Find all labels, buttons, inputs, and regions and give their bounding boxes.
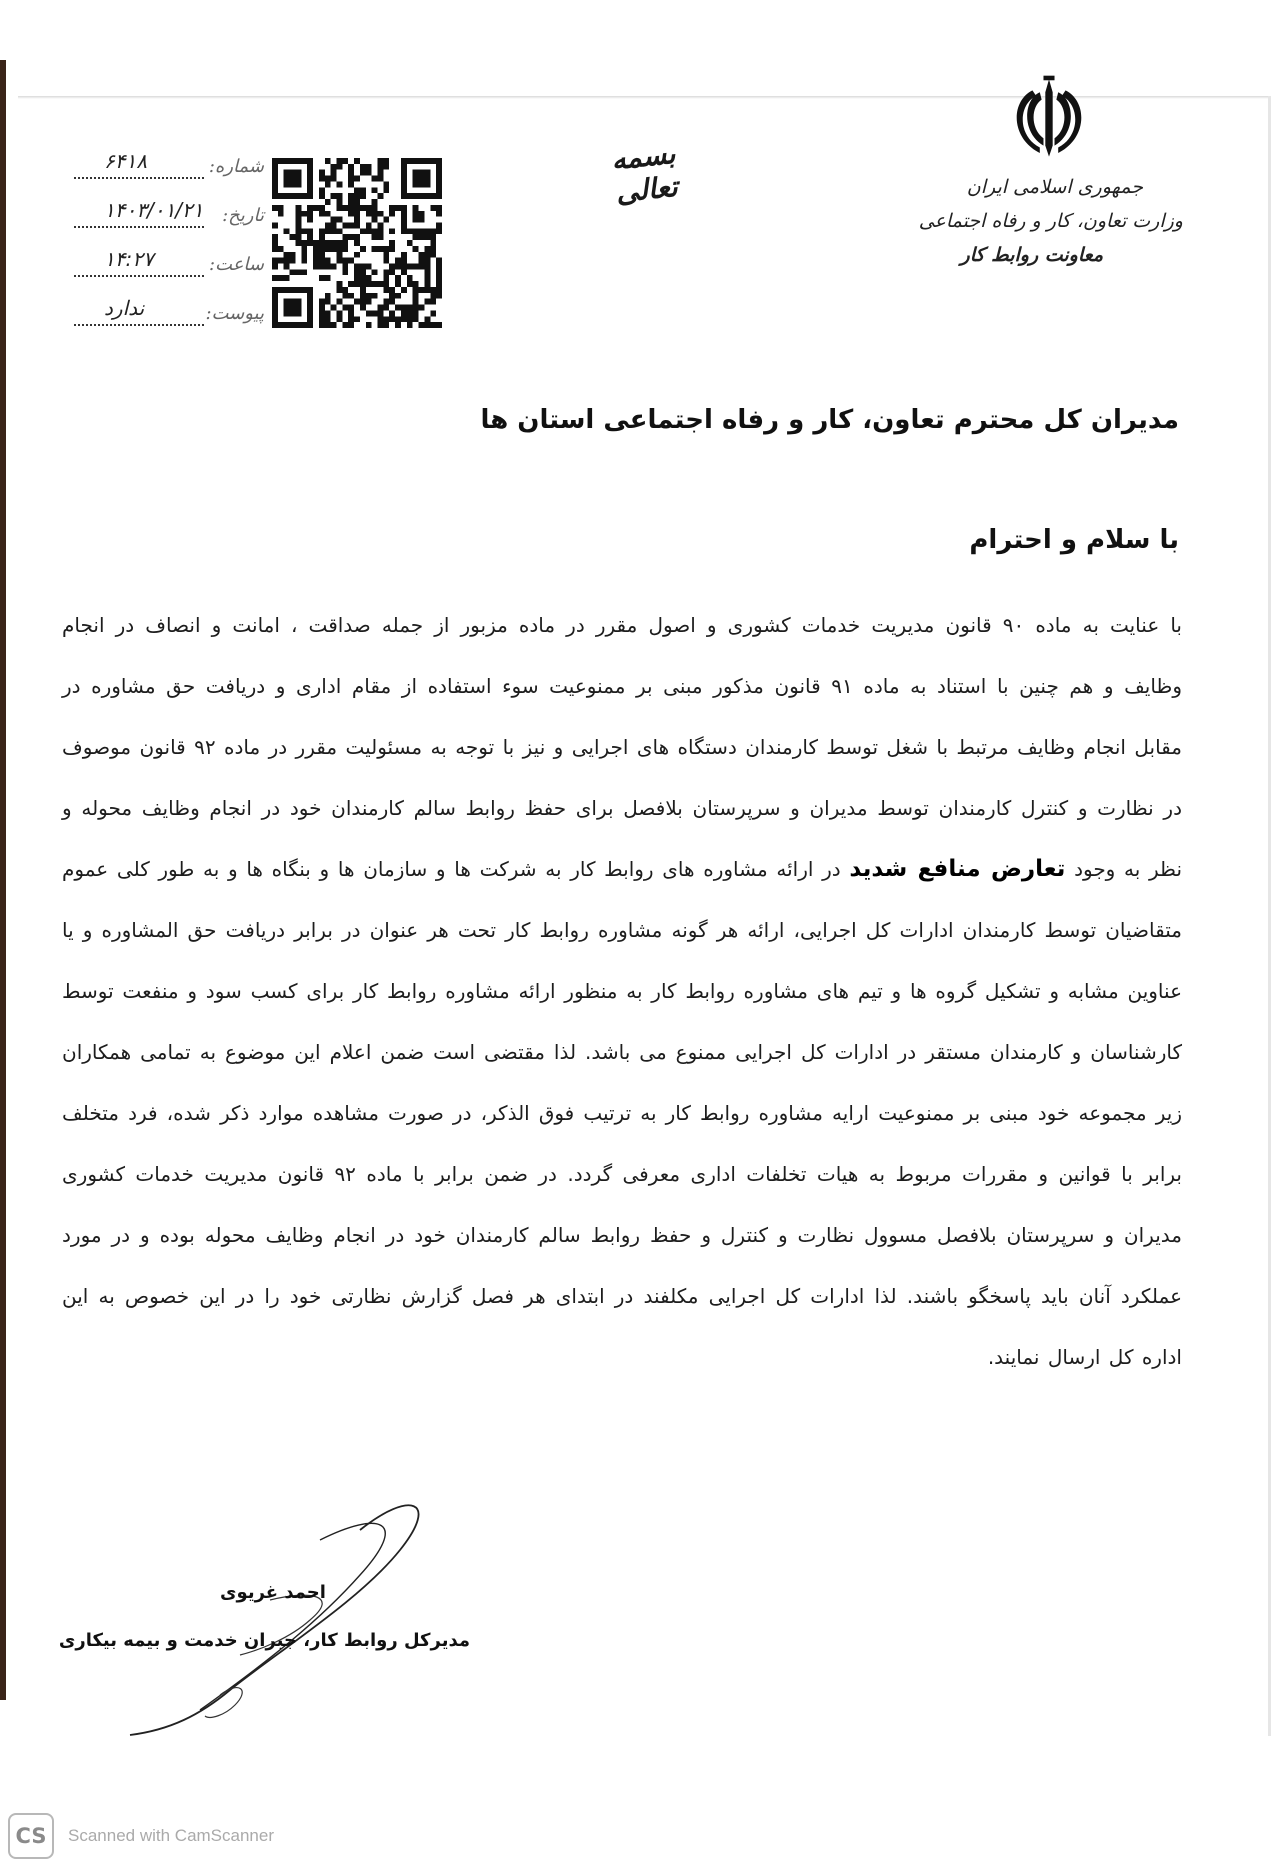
qr-code: [272, 158, 442, 328]
camscanner-watermark: [8, 1816, 274, 1856]
meta-attachment-label: پیوست:: [205, 303, 264, 324]
meta-time-value: ۱۴:۲۷: [104, 247, 154, 271]
body-part-2: در ارائه مشاوره های روابط کار به شرکت ها و سازمان ها و بنگاه ها و به طور کلی عموم متقاضیان توسط کارمندان ادارات کل اجرایی، ارائه هر گونه مشاوره روابط کار تحت هر عنوان در برابر دریافت حق المشاوره و یا عناوین مشابه و تشکیل گروه ها و تیم های مشاوره روابط کار به منظور ارائه مشاوره روابط کار برای کسب سود و منفعت توسط کارشناسان و کارمندان مستقر در ادارات کل اجرایی ممنوع می باشد. لذا مقتضی است ضمن اعلام این موضوع به تمامی همکاران زیر مجموعه خود مبنی بر ممنوعیت ارایه مشاوره روابط کار به ترتیب فوق الذکر، در صورت مشاهده موارد ذکر شده، فرد متخلف برابر با قوانین و مقررات مربوط به هیات تخلفات اداری معرفی گردد. در ضمن برابر با ماده ۹۲ قانون مدیریت خدمات کشوری مدیران و سرپرستان بلافصل مسوول نظارت و کنترل و حفظ روابط سالم کارمندان خود در انجام وظایف محوله بوده و در مورد عملکرد آنان باید پاسخگو باشند. لذا ادارات کل اجرایی مکلفند در ابتدای هر فصل گزارش نظارتی خود را در این خصوص به این اداره کل ارسال نمایند.: [62, 857, 1182, 1369]
meta-number-label: شماره:: [208, 156, 264, 177]
letter-metadata: [64, 140, 264, 336]
body-emphasis: تعارض منافع شدید: [849, 856, 1066, 882]
org-line-country: جمهوری اسلامی ایران: [966, 176, 1143, 198]
meta-date-label: تاریخ:: [222, 205, 264, 226]
iran-emblem-icon: [1003, 72, 1095, 164]
meta-date-row: [64, 189, 264, 238]
meta-time-row: [64, 238, 264, 287]
greeting: با سلام و احترام: [969, 525, 1179, 555]
meta-attachment-value: ندارد: [104, 296, 145, 320]
bismillah-heading: بسمه تعالی: [609, 136, 680, 210]
meta-time-label: ساعت:: [208, 254, 264, 275]
letter-body: [62, 595, 1182, 1388]
signatory-title: مدیرکل روابط کار، جبران خدمت و بیمه بیکاری: [58, 1630, 470, 1651]
signatory-name: احمد غریوی: [220, 1582, 326, 1603]
handwritten-signature: [110, 1480, 470, 1740]
issuing-organization: [883, 170, 1183, 272]
camscanner-logo-icon: CS: [8, 1813, 54, 1859]
meta-number-value: ۶۴۱۸: [104, 149, 147, 173]
camscanner-text: Scanned with CamScanner: [68, 1826, 275, 1845]
org-line-department: معاونت روابط کار: [960, 244, 1103, 266]
meta-attachment-row: [64, 287, 264, 336]
meta-date-value: ۱۴۰۳/۰۱/۲۱: [104, 198, 204, 222]
org-line-ministry: وزارت تعاون، کار و رفاه اجتماعی: [918, 210, 1183, 232]
body-part-1: با عنایت به ماده ۹۰ قانون مدیریت خدمات کشوری و اصول مقرر در ماده مزبور از جمله صداقت ، امانت و انصاف در انجام وظایف و هم چنین با استناد به ماده ۹۱ قانون مذکور مبنی بر ممنوعیت سوء استفاده از مقام اداری و دریافت حق مشاوره در مقابل انجام وظایف مرتبط با شغل توسط کارمندان دستگاه های اجرایی و نیز با توجه به مسئولیت مقرر در ماده ۹۲ قانون موصوف در نظارت و کنترل کارمندان توسط مدیران و سرپرستان بلافصل برای حفظ روابط سالم کارمندان خود در انجام وظایف محوله و نظر به وجود: [62, 613, 1183, 881]
scan-edge: [0, 60, 6, 1700]
meta-number-row: [64, 140, 264, 189]
recipient-line: مدیران کل محترم تعاون، کار و رفاه اجتماعی استان ها: [480, 405, 1179, 435]
